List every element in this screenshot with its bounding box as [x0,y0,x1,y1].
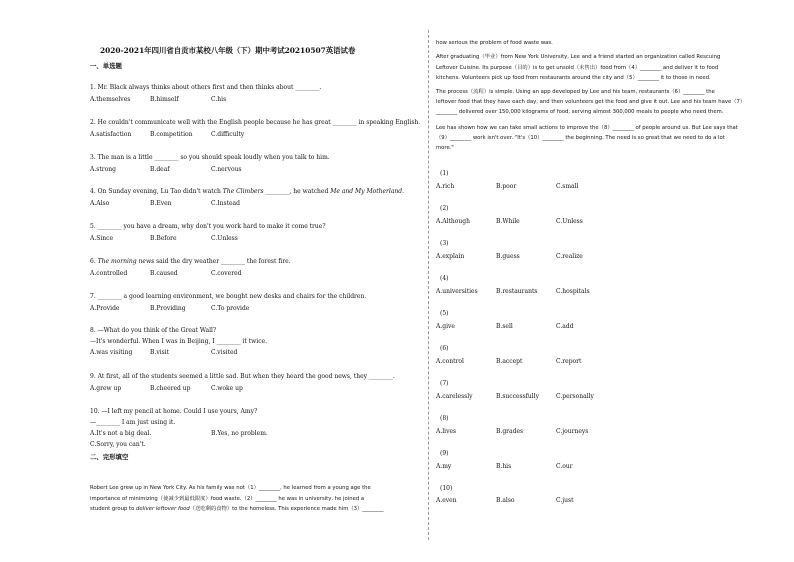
option[interactable]: A.Although [436,218,470,225]
option[interactable]: C.add [556,323,574,330]
cloze-number: (2) [440,205,449,212]
option[interactable]: C.nervous [211,166,242,173]
passage-line: Leftover Cuisine. Its purpose（目的）is to get unsold（未售出）food from（4）________ and deliver it to food [436,65,719,71]
question-1: 1. Mr. Black always thinks about others first and then thinks about ________. [90,84,322,91]
cloze-number: (4) [440,275,449,282]
section-single-choice-heading: 一、单选题 [90,62,122,70]
passage-line: After graduating（毕业）from New York University, Lee and a friend started an organization called Rescuing [436,54,721,60]
question-10-line-2: —________ I am just using it. [90,419,176,426]
option[interactable]: A.Since [90,235,114,242]
option[interactable]: C.difficulty [211,131,245,138]
option[interactable]: C.just [556,497,574,504]
passage-line: how serious the problem of food waste was. [436,40,553,46]
cloze-number: (1) [440,170,449,177]
passage-line: kitchens. Volunteers pick up food from restaurants around the city and（5）________ it to those in need. [436,75,711,81]
option[interactable]: A.was visiting [90,349,133,356]
question-2: 2. He couldn't communicate well with the English people because he has great ________ in speaking English. [90,119,421,126]
option[interactable]: C.Unless [556,218,583,225]
exam-title: 2020-2021年四川省自贡市某校八年级（下）期中考试20210507英语试卷 [100,46,356,55]
option[interactable]: A.grew up [90,385,122,392]
option[interactable]: A.It's not a big deal. [90,430,152,437]
option[interactable]: B.While [496,218,520,225]
passage-line: The process（流程）is simple. Using an app developed by Lee and his team, restaurants（6）________ the [436,89,715,95]
cloze-number: (7) [440,380,449,387]
option[interactable]: B.his [496,463,512,470]
option[interactable]: B.guess [496,253,520,260]
cloze-number: (8) [440,415,449,422]
option[interactable]: C.journeys [556,428,589,435]
option[interactable]: C.Sorry, you can't. [90,441,146,448]
option[interactable]: A.even [436,497,457,504]
option[interactable]: B.cheered up [150,385,191,392]
option[interactable]: A.themselves [90,96,131,103]
question-3: 3. The man is a little ________ so you should speak loudly when you talk to him. [90,154,330,161]
option[interactable]: B.Before [150,235,177,242]
option[interactable]: A.Provide [90,305,120,312]
passage-line: importance of minimizing（使减少到最低限度）food waste.（2）________ he was in university, he joined a [90,495,365,502]
cloze-number: (5) [440,310,449,317]
option[interactable]: A.rich [436,183,455,190]
cloze-passage-left [90,483,426,515]
question-4: 4. On Sunday evening, Lu Tao didn't watch The Climbers ________, he watched Me and My Motherland. [90,188,405,195]
passage-line: ________ delivered over 150,000 kilograms of food, serving almost 300,000 meals to people who need them. [436,109,724,115]
option[interactable]: C.our [556,463,573,470]
option[interactable]: C.To provide [211,305,250,312]
passage-line: more." [436,145,454,151]
cloze-number: (10) [440,485,453,492]
option[interactable]: C.personally [556,393,594,400]
option[interactable]: A.universities [436,288,478,295]
cloze-number: (6) [440,345,449,352]
option[interactable]: B.competition [150,131,193,138]
option[interactable]: A.Also [90,200,110,207]
option[interactable]: C.Instead [211,200,240,207]
passage-line: Lee has shown how we can take small actions to improve the（8）________ of people around us. But Lee says that [436,125,738,131]
option[interactable]: C.Unless [211,235,238,242]
option[interactable]: B.sell [496,323,513,330]
passage-line: （9）________ work isn't over. "It's（10）________ the beginning. The need is so great that we need to do a lot [436,135,725,141]
question-10: 10. —I left my pencil at home. Could I use yours, Amy? [90,408,258,415]
option[interactable]: A.controlled [90,270,128,277]
passage-line: student group to deliver leftover food（送吃剩的食物）to the homeless. This experience made him（3）________ [90,506,384,512]
option[interactable]: B.visit [150,349,170,356]
passage-line: leftover food that they have each day, and then volunteers get the food and give it out. Lee and his team have（7） [436,99,746,105]
option[interactable]: B.restaurants [496,288,538,295]
option[interactable]: C.visited [211,349,238,356]
option[interactable]: A.control [436,358,464,365]
option[interactable]: C.hospitals [556,288,590,295]
option[interactable]: B.deaf [150,166,170,173]
option[interactable]: B.successfully [496,393,540,400]
option[interactable]: B.poor [496,183,517,190]
question-6: 6. The morning news said the dry weather ________ the forest fire. [90,258,291,265]
option[interactable]: A.lives [436,428,457,435]
option[interactable]: C.his [211,96,227,103]
option[interactable]: B.Even [150,200,172,207]
option[interactable]: A.explain [436,253,465,260]
option[interactable]: A.satisfaction [90,131,132,138]
option[interactable]: C.realize [556,253,583,260]
question-8-line-2: —It's wonderful. When I was in Beijing, I ________ it twice. [90,338,268,345]
option[interactable]: C.report [556,358,582,365]
option[interactable]: C.covered [211,270,242,277]
option[interactable]: B.Yes, no problem. [211,430,268,437]
column-divider [428,30,429,540]
cloze-number: (9) [440,450,449,457]
option[interactable]: B.also [496,497,515,504]
option[interactable]: B.accept [496,358,523,365]
option[interactable]: A.strong [90,166,116,173]
option[interactable]: C.woke up [211,385,243,392]
option[interactable]: B.caused [150,270,178,277]
section-cloze-heading: 二、完形填空 [90,453,129,461]
option[interactable]: A.my [436,463,452,470]
option[interactable]: A.carelessly [436,393,473,400]
passage-line: Robert Lee grew up in New York City. As his family was not（1）________, he learned from a young age the [90,485,371,491]
cloze-number: (3) [440,240,449,247]
question-5: 5. ________ you have a dream, why don't you work hard to make it come true? [90,223,326,230]
option[interactable]: B.himself [150,96,179,103]
option[interactable]: C.small [556,183,579,190]
option[interactable]: B.grades [496,428,524,435]
question-9: 9. At first, all of the students seemed a little sad. But when they heard the good news, they ________. [90,373,395,380]
question-7: 7. ________ a good learning environment, we bought new desks and chairs for the children. [90,293,367,300]
option[interactable]: B.Providing [150,305,186,312]
option[interactable]: A.give [436,323,455,330]
question-8: 8. —What do you think of the Great Wall? [90,327,217,334]
